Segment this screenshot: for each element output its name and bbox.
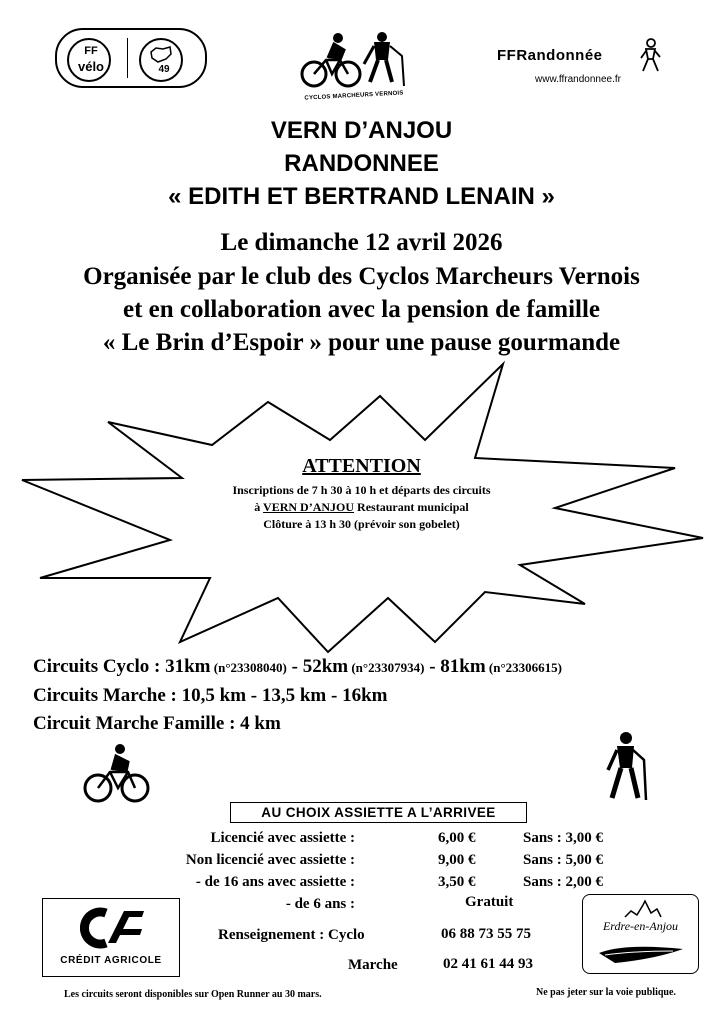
price-value: 9,00 €: [438, 852, 476, 868]
marche-circuits: Circuits Marche : 10,5 km - 13,5 km - 16km: [33, 685, 388, 706]
department-map-icon: [149, 46, 173, 64]
price-without: Sans : 5,00 €: [523, 852, 604, 868]
location-prefix: à: [254, 500, 261, 514]
cyclo-phone: 06 88 73 55 75: [441, 926, 531, 942]
price-without: Sans : 3,00 €: [523, 830, 604, 846]
inscriptions-line: Inscriptions de 7 h 30 à 10 h et départs des circuits: [232, 483, 491, 497]
ffvelo-velo-text: vélo: [77, 59, 104, 74]
walker-icon: [600, 730, 652, 802]
contact-label: Renseignement : Cyclo: [218, 927, 365, 943]
marche-label: Marche: [348, 957, 398, 973]
cyclo-reference: (n°23307934): [348, 660, 425, 675]
location-line: [0, 500, 723, 515]
cyclo-distance: 52km: [302, 656, 349, 677]
title-line-3: « EDITH ET BERTRAND LENAIN »: [168, 183, 555, 210]
famille-circuit: Circuit Marche Famille : 4 km: [33, 713, 281, 734]
ffvelo-ff-text: FF: [84, 45, 98, 57]
department-number: 49: [158, 64, 170, 75]
hiker-icon: [638, 38, 662, 74]
cyclo-distance: 31km: [165, 656, 211, 677]
cyclist-hiker-logo-icon: [298, 30, 410, 90]
title-line-2: RANDONNEE: [284, 150, 439, 177]
cyclo-reference: (n°23306615): [485, 660, 563, 675]
organizer-line: Organisée par le club des Cyclos Marcheurs Vernois: [83, 263, 640, 290]
price-value: 6,00 €: [438, 830, 476, 846]
price-value: Gratuit: [465, 894, 514, 910]
location-place: VERN D’ANJOU: [263, 500, 355, 514]
closing-line: Clôture à 13 h 30 (prévoir son gobelet): [263, 517, 460, 531]
footer-disposal-note: Ne pas jeter sur la voie publique.: [536, 987, 676, 998]
cyclo-reference: (n°23308040): [210, 660, 287, 675]
department-emblem: [139, 38, 183, 82]
event-date: Le dimanche 12 avril 2026: [220, 229, 503, 256]
cyclo-circuits: [33, 656, 562, 678]
title-line-1: VERN D’ANJOU: [270, 117, 453, 144]
location-detail: Restaurant municipal: [357, 500, 469, 514]
erdre-en-anjou-logo: [582, 894, 699, 974]
village-skyline-icon: [623, 899, 663, 919]
marche-phone: 02 41 61 44 93: [443, 956, 533, 972]
separator: -: [286, 656, 303, 677]
footer-openrunner-note: Les circuits seront disponibles sur Open Runner au 30 mars.: [64, 989, 322, 1000]
credit-agricole-logo: [42, 898, 180, 977]
cyclo-label: Circuits Cyclo :: [33, 656, 166, 677]
separator: -: [424, 656, 441, 677]
logo-divider: [127, 38, 128, 78]
ffrandonnee-url: www.ffrandonnee.fr: [535, 74, 621, 85]
erdre-en-anjou-text: Erdre-en-Anjou: [602, 919, 679, 933]
price-label: Licencié avec assiette :: [210, 830, 355, 846]
pension-line: « Le Brin d’Espoir » pour une pause gourmande: [102, 329, 621, 356]
ffrandonnee-logo-text: FFRandonnée: [497, 47, 603, 64]
river-swoosh-icon: [595, 939, 687, 967]
price-label: Non licencié avec assiette :: [185, 852, 355, 868]
choix-assiette-banner: AU CHOIX ASSIETTE A L’ARRIVEE: [230, 802, 527, 823]
collaboration-line: et en collaboration avec la pension de famille: [122, 296, 601, 323]
price-without: Sans : 2,00 €: [523, 874, 604, 890]
cyclist-icon: [82, 740, 152, 804]
cyclo-distance: 81km: [440, 656, 486, 677]
ffvelo-emblem: [67, 38, 111, 82]
price-value: 3,50 €: [438, 874, 476, 890]
price-label: - de 16 ans avec assiette :: [195, 874, 355, 890]
price-label: - de 6 ans :: [285, 896, 355, 912]
attention-heading: ATTENTION: [302, 455, 421, 477]
credit-agricole-text: CRÉDIT AGRICOLE: [60, 955, 162, 966]
club-caption: CYCLOS MARCHEURS VERNOIS: [304, 90, 404, 102]
ffvelo-logo: [55, 28, 207, 88]
credit-agricole-emblem-icon: [76, 905, 146, 951]
